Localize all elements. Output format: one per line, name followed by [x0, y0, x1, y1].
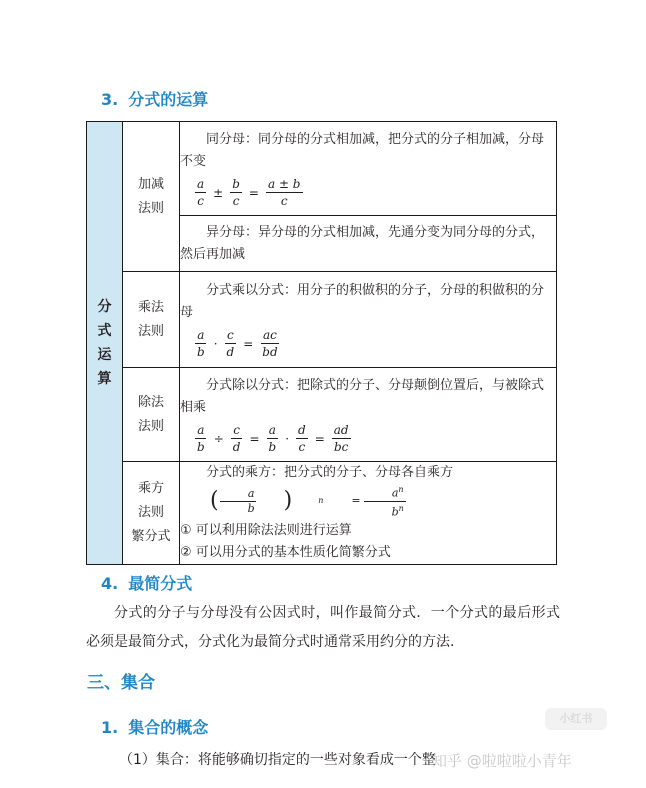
xiaohongshu-logo: 小红书 — [545, 708, 607, 730]
multiplication-rule-label: 乘法 法则 — [123, 272, 180, 368]
division-cell — [180, 368, 557, 462]
fraction: $\frac{c}{d}$ — [232, 423, 241, 454]
power-formula: ( $\frac{a}{b}$ ) n = $\frac{a^n}{b^n}$ — [210, 485, 404, 519]
add-sub-rule-label: 加减 法则 — [123, 122, 180, 272]
multiplication-formula: $\frac{a}{b}$ · $\frac{c}{d}$ = $\frac{ac}{bd}$ — [194, 328, 556, 359]
fraction: $\frac{a \pm b}{c}$ — [267, 177, 301, 208]
section-number: 1. — [101, 718, 119, 737]
fraction: $\frac{c}{d}$ — [226, 328, 235, 359]
set-definition-item: （1）集合：将能够确切指定的一些对象看成一个整 — [119, 752, 436, 768]
fraction: $\frac{a}{b}$ — [197, 328, 205, 359]
fraction: $\frac{ac}{bd}$ — [262, 328, 278, 359]
division-text: 分式除以分式：把除式的分子、分母颠倒位置后，与被除式相乘 — [180, 378, 545, 415]
section-title: 分式的运算 — [128, 90, 209, 109]
fraction: $\frac{ad}{bc}$ — [333, 423, 349, 454]
same-denominator-text: 同分母：同分母的分式相加减，把分式的分子相加减，分母不变 — [180, 132, 545, 169]
different-denominator-text: 异分母：异分母的分式相加减，先通分变为同分母的分式，然后再加减 — [180, 224, 545, 262]
complex-fraction-method-2: ② 可以用分式的基本性质化简繁分式 — [180, 545, 391, 561]
power-rule-label: 乘方 法则 繁分式 — [123, 462, 180, 565]
multiplication-text: 分式乘以分式：用分子的积做积的分子，分母的积做积的分母 — [180, 283, 545, 320]
section-number: 4. — [101, 574, 119, 593]
section-title: 集合的概念 — [128, 718, 209, 737]
fraction: $\frac{a}{b}$ — [268, 423, 277, 454]
different-denominator-cell — [180, 216, 557, 272]
section-3-heading — [101, 90, 208, 110]
section-title: 最简分式 — [128, 574, 193, 593]
section-4-body: 分式的分子与分母没有公因式时，叫作最简分式．一个分式的最后形式必须是最简分式，分式化为最简分式时通常采用约分的方法. — [86, 605, 560, 650]
fraction: $\frac{a}{b}$ — [197, 423, 205, 454]
fraction-operations-table — [86, 121, 557, 565]
division-rule-label: 除法 法则 — [123, 368, 180, 462]
section-number: 3. — [101, 90, 119, 109]
power-line — [180, 462, 556, 518]
table-main-label: 分 式 运 算 — [87, 122, 123, 565]
same-denominator-cell — [180, 122, 557, 216]
add-sub-formula: $\frac{a}{c}$ ± $\frac{b}{c}$ = $\frac{a \pm b}{c}$ — [194, 177, 556, 208]
fraction: $\frac{d}{c}$ — [298, 423, 306, 454]
chapter-3-heading: 三、集合 — [87, 673, 155, 693]
complex-fraction-method-1: ① 可以利用除法法则进行运算 — [180, 523, 352, 539]
fraction: $\frac{a}{c}$ — [197, 177, 205, 208]
section-1-heading — [101, 718, 208, 738]
division-formula: $\frac{a}{b}$ ÷ $\frac{c}{d}$ = $\frac{a}{b}$ · $\frac{d}{c}$ = $\frac{ad}{bc}$ — [194, 423, 556, 454]
power-text: 分式的乘方：把分式的分子、分母各自乘方 — [206, 465, 454, 480]
zhihu-watermark: 知乎 @啦啦啦小青年 — [432, 752, 572, 770]
section-4-heading — [101, 574, 192, 594]
fraction: $\frac{b}{c}$ — [232, 177, 240, 208]
multiplication-cell — [180, 272, 557, 368]
power-cell — [180, 462, 557, 565]
